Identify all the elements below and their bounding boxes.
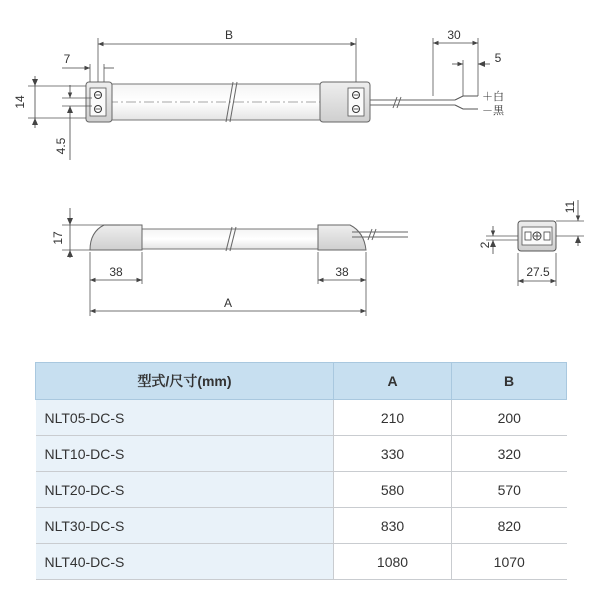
model-cell: NLT20-DC-S	[36, 472, 334, 508]
dim-label-17: 17	[51, 231, 65, 245]
break-mark	[397, 97, 401, 108]
dim-label-4-5: 4.5	[54, 137, 68, 155]
value-b-cell: 200	[452, 400, 567, 436]
connector-pin	[525, 232, 531, 240]
value-a-cell: 210	[334, 400, 452, 436]
table-row	[36, 472, 567, 508]
dim-label-b: B	[224, 28, 234, 42]
table-row	[36, 544, 567, 580]
dim-label-14: 14	[13, 95, 27, 109]
table-row	[36, 400, 567, 436]
wire-label-plus: ＋白	[482, 91, 504, 103]
side-view	[51, 208, 408, 316]
model-cell: NLT05-DC-S	[36, 400, 334, 436]
top-view	[13, 28, 505, 160]
dim-label-a: A	[223, 296, 233, 310]
value-a-cell: 1080	[334, 544, 452, 580]
value-b-cell: 570	[452, 472, 567, 508]
break-mark	[393, 97, 397, 108]
value-b-cell: 820	[452, 508, 567, 544]
end-view	[478, 200, 584, 286]
dim-label-38-right: 38	[335, 265, 349, 279]
wire-lead-plus	[455, 96, 478, 100]
dim-label-27-5: 27.5	[526, 265, 550, 279]
dim-label-38-left: 38	[109, 265, 123, 279]
break-mark	[372, 229, 376, 240]
header-a: A	[334, 363, 452, 400]
dim-label-5: 5	[494, 51, 502, 65]
value-b-cell: 320	[452, 436, 567, 472]
table-row	[36, 436, 567, 472]
value-a-cell: 580	[334, 472, 452, 508]
table-header-row	[36, 363, 567, 400]
dim-label-2: 2	[478, 241, 492, 249]
model-cell: NLT30-DC-S	[36, 508, 334, 544]
header-model: 型式/尺寸(mm)	[36, 363, 334, 400]
connector-pin	[544, 232, 550, 240]
left-end-cap-side	[90, 225, 142, 250]
wire-lead-minus	[455, 105, 478, 109]
break-mark	[368, 229, 372, 240]
wire-label-minus: －黒	[482, 105, 504, 117]
dim-label-7: 7	[63, 52, 71, 66]
model-cell: NLT10-DC-S	[36, 436, 334, 472]
table-row	[36, 508, 567, 544]
header-b: B	[452, 363, 567, 400]
value-a-cell: 330	[334, 436, 452, 472]
dimension-table	[35, 362, 567, 580]
dim-label-30: 30	[447, 28, 461, 42]
value-a-cell: 830	[334, 508, 452, 544]
model-cell: NLT40-DC-S	[36, 544, 334, 580]
value-b-cell: 1070	[452, 544, 567, 580]
dim-label-11: 11	[563, 200, 577, 214]
